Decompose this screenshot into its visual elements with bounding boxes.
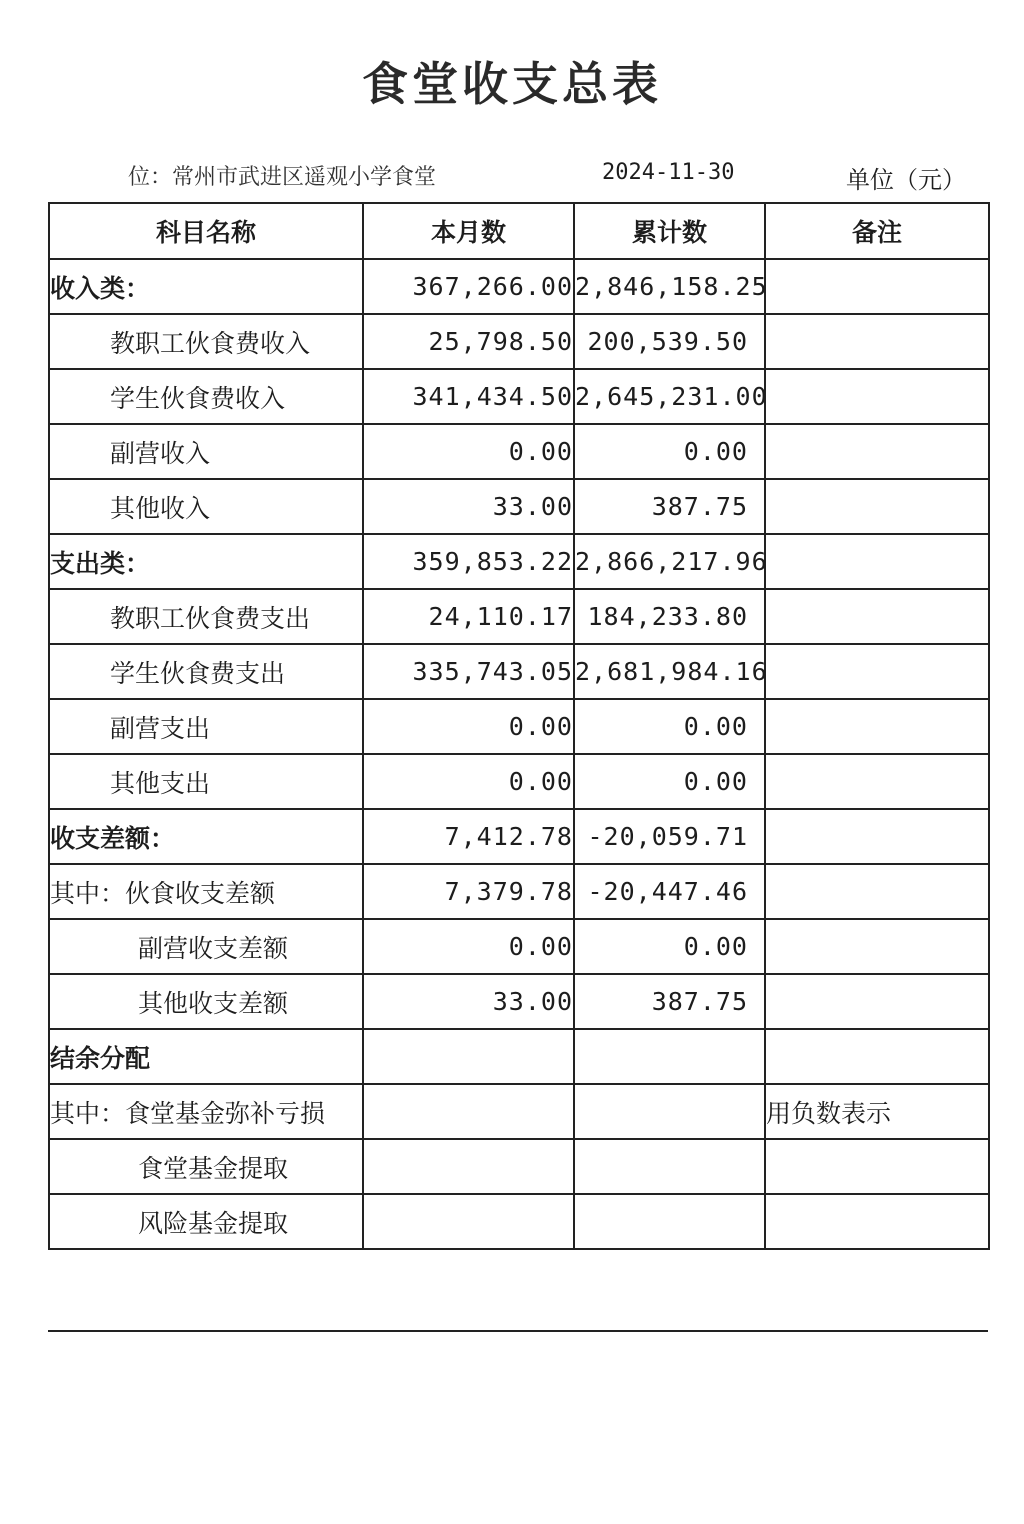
cumulative-value [574,1084,765,1139]
row-label: 结余分配 [49,1029,363,1084]
row-label: 副营收入 [49,424,363,479]
page-title: 食堂收支总表 [362,57,662,111]
column-header-item: 科目名称 [49,203,363,259]
cumulative-value: 2,645,231.00 [574,369,765,424]
currency-unit: 单位（元） [846,166,966,194]
remark-cell [765,699,989,754]
month-value: 7,412.78 [363,809,574,864]
month-value [363,1084,574,1139]
table-row [49,479,989,534]
table-row [49,1029,989,1084]
remark-cell [765,314,989,369]
cumulative-value: 0.00 [574,424,765,479]
summary-table [48,202,990,1250]
row-label: 副营支出 [49,699,363,754]
row-label: 学生伙食费支出 [49,644,363,699]
month-value: 0.00 [363,754,574,809]
table-row [49,369,989,424]
cumulative-value: 387.75 [574,974,765,1029]
table-row [49,809,989,864]
bottom-divider [48,1330,988,1332]
unit-name: 位：常州市武进区遥观小学食堂 [128,165,437,190]
remark-cell [765,644,989,699]
table-row [49,919,989,974]
cumulative-value: 200,539.50 [574,314,765,369]
month-value: 24,110.17 [363,589,574,644]
table-row [49,314,989,369]
remark-cell [765,369,989,424]
row-label: 食堂基金提取 [49,1139,363,1194]
cumulative-value: -20,059.71 [574,809,765,864]
row-label: 其中：食堂基金弥补亏损 [49,1084,363,1139]
cumulative-value: 387.75 [574,479,765,534]
remark-cell [765,589,989,644]
remark-cell [765,809,989,864]
remark-cell [765,534,989,589]
table-row [49,259,989,314]
cumulative-value: 184,233.80 [574,589,765,644]
remark-cell [765,754,989,809]
cumulative-value: -20,447.46 [574,864,765,919]
month-value: 0.00 [363,919,574,974]
cumulative-value: 2,866,217.96 [574,534,765,589]
remark-cell [765,424,989,479]
cumulative-value [574,1139,765,1194]
row-label: 教职工伙食费收入 [49,314,363,369]
remark-cell [765,259,989,314]
row-label: 副营收支差额 [49,919,363,974]
row-label: 收入类： [49,259,363,314]
month-value: 367,266.00 [363,259,574,314]
remark-cell: 用负数表示 [765,1084,989,1139]
remark-cell [765,1029,989,1084]
row-label: 其中：伙食收支差额 [49,864,363,919]
month-value [363,1194,574,1249]
remark-cell [765,974,989,1029]
table-row [49,864,989,919]
row-label: 其他收支差额 [49,974,363,1029]
column-header-cumulative: 累计数 [574,203,765,259]
month-value: 341,434.50 [363,369,574,424]
row-label: 学生伙食费收入 [49,369,363,424]
month-value: 25,798.50 [363,314,574,369]
month-value: 359,853.22 [363,534,574,589]
table-row [49,424,989,479]
month-value [363,1139,574,1194]
cumulative-value: 0.00 [574,699,765,754]
month-value: 7,379.78 [363,864,574,919]
cumulative-value: 2,681,984.16 [574,644,765,699]
month-value: 33.00 [363,974,574,1029]
month-value: 335,743.05 [363,644,574,699]
month-value: 0.00 [363,424,574,479]
remark-cell [765,1194,989,1249]
cumulative-value [574,1194,765,1249]
month-value: 0.00 [363,699,574,754]
table-row [49,754,989,809]
row-label: 其他收入 [49,479,363,534]
table-row [49,699,989,754]
cumulative-value [574,1029,765,1084]
cumulative-value: 0.00 [574,754,765,809]
row-label: 教职工伙食费支出 [49,589,363,644]
table-row [49,589,989,644]
table-row [49,1084,989,1139]
row-label: 风险基金提取 [49,1194,363,1249]
remark-cell [765,864,989,919]
table-row [49,644,989,699]
row-label: 其他支出 [49,754,363,809]
month-value [363,1029,574,1084]
table-header-row [49,203,989,259]
row-label: 收支差额： [49,809,363,864]
remark-cell [765,919,989,974]
remark-cell [765,479,989,534]
table-row [49,974,989,1029]
column-header-remark: 备注 [765,203,989,259]
row-label: 支出类： [49,534,363,589]
table-row [49,1194,989,1249]
report-date: 2024-11-30 [602,160,735,185]
table-row [49,534,989,589]
cumulative-value: 0.00 [574,919,765,974]
cumulative-value: 2,846,158.25 [574,259,765,314]
month-value: 33.00 [363,479,574,534]
table-row [49,1139,989,1194]
remark-cell [765,1139,989,1194]
column-header-month: 本月数 [363,203,574,259]
